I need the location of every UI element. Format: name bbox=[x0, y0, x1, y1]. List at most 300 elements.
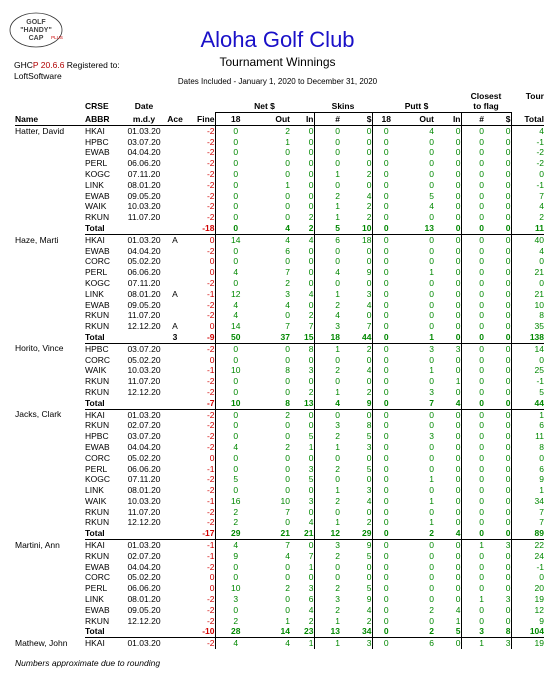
date-range: Dates Included - January 1, 2020 to December 31, 2020 bbox=[177, 77, 378, 86]
course-abbr: EWAB bbox=[85, 604, 110, 615]
table-row bbox=[15, 310, 544, 321]
value-cell: 0 bbox=[285, 431, 290, 442]
value-cell: 0 bbox=[285, 376, 290, 387]
total-net18: 10 bbox=[215, 398, 256, 409]
value-cell: 0 bbox=[215, 464, 256, 475]
value-cell: 4 bbox=[511, 246, 544, 257]
value-cell: 2 bbox=[285, 409, 290, 420]
value-cell: 0 bbox=[372, 387, 400, 398]
event-date: 04.04.20 bbox=[127, 147, 161, 158]
table-row bbox=[15, 267, 544, 278]
ace-mark bbox=[165, 551, 185, 562]
value-cell: 0 bbox=[308, 190, 314, 201]
value-cell: 0 bbox=[461, 300, 484, 311]
value-cell: 0 bbox=[511, 453, 544, 464]
event-date: 04.04.20 bbox=[127, 441, 161, 452]
header-crse: CRSE bbox=[85, 101, 109, 112]
total-fine: -18 bbox=[185, 223, 215, 234]
value-cell: 2 bbox=[366, 212, 372, 223]
total-pout: 2 bbox=[400, 528, 434, 539]
player-name: Mathew, John bbox=[15, 638, 68, 648]
value-cell: 0 bbox=[285, 517, 290, 528]
value-cell: 5 bbox=[366, 431, 372, 442]
value-cell: 0 bbox=[455, 495, 461, 506]
value-cell: 2 bbox=[366, 168, 372, 179]
value-cell: 0 bbox=[372, 267, 400, 278]
value-cell: 0 bbox=[215, 572, 256, 583]
header-abbr: ABBR bbox=[85, 112, 123, 125]
value-cell: 0 bbox=[461, 158, 484, 169]
header-row-2 bbox=[15, 101, 544, 112]
value-cell: 0 bbox=[429, 561, 434, 572]
empty-cell bbox=[15, 453, 85, 464]
value-cell: 0 bbox=[505, 190, 511, 201]
value-cell: -1 bbox=[511, 137, 544, 148]
value-cell: 0 bbox=[372, 125, 400, 136]
value-cell: 7 bbox=[285, 506, 290, 517]
value-cell: 0 bbox=[461, 464, 484, 475]
value-cell: 4 bbox=[314, 310, 340, 321]
value-cell: 0 bbox=[505, 365, 511, 376]
value-cell: 3 bbox=[505, 594, 511, 605]
total-ace bbox=[165, 528, 185, 539]
value-cell: 3 bbox=[285, 288, 290, 299]
value-cell: -2 bbox=[206, 376, 215, 387]
value-cell: 4 bbox=[366, 365, 372, 376]
header-fine: Fine bbox=[185, 112, 215, 125]
empty-cell bbox=[15, 212, 85, 223]
value-cell: 0 bbox=[505, 136, 511, 147]
total-skn: 18 bbox=[314, 332, 340, 343]
value-cell: -2 bbox=[206, 506, 215, 517]
value-cell: 3 bbox=[308, 365, 314, 376]
value-cell: 4 bbox=[215, 300, 256, 311]
value-cell: 3 bbox=[455, 343, 461, 354]
course-abbr: KOGC bbox=[85, 474, 111, 485]
value-cell: 0 bbox=[372, 289, 400, 300]
ace-mark bbox=[165, 147, 185, 158]
value-cell: 1 bbox=[455, 376, 461, 387]
value-cell: 0 bbox=[372, 507, 400, 518]
value-cell: 0 bbox=[372, 321, 400, 332]
header-name: Name bbox=[15, 112, 85, 125]
event-date: 08.01.20 bbox=[127, 179, 161, 190]
value-cell: 0 bbox=[285, 147, 290, 158]
table-row bbox=[15, 158, 544, 169]
value-cell: 0 bbox=[505, 572, 511, 583]
empty-cell bbox=[15, 355, 85, 366]
value-cell: 1 bbox=[314, 638, 340, 649]
value-cell: 0 bbox=[461, 453, 484, 464]
event-date: 04.04.20 bbox=[127, 245, 161, 256]
header-row-3 bbox=[15, 112, 544, 125]
total-label: Total bbox=[85, 626, 123, 637]
total-sk: 10 bbox=[340, 223, 372, 234]
empty-cell bbox=[15, 310, 85, 321]
value-cell: 0 bbox=[215, 212, 256, 223]
header-closest: Closest bbox=[470, 91, 502, 101]
value-cell: 0 bbox=[372, 551, 400, 562]
value-cell: 9 bbox=[511, 474, 544, 485]
course-abbr: RKUN bbox=[85, 420, 110, 431]
header-flag-dollar: $ bbox=[484, 112, 511, 125]
value-cell: 0 bbox=[455, 310, 461, 321]
value-cell: 12 bbox=[215, 289, 256, 300]
empty-cell bbox=[15, 431, 85, 442]
value-cell: 0 bbox=[505, 376, 511, 387]
value-cell: -2 bbox=[206, 420, 215, 431]
total-in: 13 bbox=[290, 398, 314, 409]
table-row bbox=[15, 517, 544, 528]
ace-mark bbox=[165, 562, 185, 573]
value-cell: 7 bbox=[285, 321, 290, 332]
value-cell: 1 bbox=[511, 485, 544, 496]
value-cell: 4 bbox=[285, 638, 290, 649]
empty-cell bbox=[15, 496, 85, 507]
value-cell: 2 bbox=[511, 212, 544, 223]
event-date: 02.07.20 bbox=[127, 550, 161, 561]
event-date: 11.07.20 bbox=[127, 212, 161, 223]
value-cell: 7 bbox=[308, 550, 314, 561]
value-cell: 0 bbox=[461, 310, 484, 321]
player-total-row bbox=[15, 398, 544, 409]
course-abbr: EWAB bbox=[85, 561, 110, 572]
value-cell: 3 bbox=[314, 321, 340, 332]
value-cell: 2 bbox=[429, 604, 434, 615]
value-cell: 4 bbox=[215, 638, 256, 649]
value-cell: 40 bbox=[511, 234, 544, 245]
total-cd: 0 bbox=[484, 398, 511, 409]
value-cell: 0 bbox=[505, 561, 511, 572]
event-date: 12.12.20 bbox=[127, 517, 161, 528]
table-body bbox=[15, 125, 544, 649]
logo-text-cap: CAP bbox=[28, 35, 44, 42]
value-cell: 0 bbox=[429, 441, 434, 452]
value-cell: 5 bbox=[366, 583, 372, 594]
course-abbr: EWAB bbox=[85, 190, 110, 201]
value-cell: 5 bbox=[308, 431, 314, 442]
event-date: 07.11.20 bbox=[127, 474, 161, 485]
value-cell: 2 bbox=[285, 441, 290, 452]
value-cell: -2 bbox=[206, 485, 215, 496]
value-cell: 0 bbox=[429, 234, 434, 245]
empty-cell bbox=[15, 517, 85, 528]
value-cell: -2 bbox=[206, 561, 215, 572]
empty-cell bbox=[123, 626, 165, 637]
value-cell: 0 bbox=[429, 354, 434, 365]
value-cell: 0 bbox=[461, 431, 484, 442]
value-cell: 0 bbox=[285, 386, 290, 397]
value-cell: 0 bbox=[429, 245, 434, 256]
value-cell: 0 bbox=[429, 310, 434, 321]
value-cell: 0 bbox=[455, 638, 461, 649]
value-cell: 9 bbox=[366, 267, 372, 278]
ace-mark bbox=[165, 594, 185, 605]
empty-cell bbox=[15, 246, 85, 257]
value-cell: -2 bbox=[206, 136, 215, 147]
event-date: 05.02.20 bbox=[127, 354, 161, 365]
course-abbr: HPBC bbox=[85, 431, 109, 442]
value-cell: 0 bbox=[505, 583, 511, 594]
value-cell: 0 bbox=[372, 278, 400, 289]
value-cell: 0 bbox=[285, 474, 290, 485]
value-cell: 0 bbox=[461, 234, 484, 245]
value-cell: 4 bbox=[366, 495, 372, 506]
empty-cell bbox=[15, 147, 85, 158]
value-cell: 0 bbox=[455, 594, 461, 605]
total-out: 4 bbox=[256, 223, 290, 234]
total-tour: 44 bbox=[511, 398, 544, 409]
value-cell: 0 bbox=[215, 246, 256, 257]
total-fine: -7 bbox=[185, 398, 215, 409]
header-putt: Putt $ bbox=[372, 101, 461, 112]
value-cell: 0 bbox=[505, 517, 511, 528]
value-cell: 0 bbox=[215, 180, 256, 191]
event-date: 12.12.20 bbox=[127, 615, 161, 626]
value-cell: 0 bbox=[461, 169, 484, 180]
empty-cell bbox=[15, 201, 85, 212]
value-cell: 2 bbox=[314, 300, 340, 311]
empty-cell bbox=[15, 464, 85, 475]
value-cell: 0 bbox=[455, 277, 461, 288]
value-cell: 0 bbox=[209, 572, 215, 583]
value-cell: 0 bbox=[429, 485, 434, 496]
value-cell: 0 bbox=[461, 387, 484, 398]
total-tour: 11 bbox=[511, 223, 544, 234]
value-cell: 0 bbox=[372, 638, 400, 649]
value-cell: 0 bbox=[429, 420, 434, 431]
value-cell: 0 bbox=[461, 376, 484, 387]
value-cell: 1 bbox=[314, 343, 340, 354]
value-cell: 0 bbox=[314, 376, 340, 387]
value-cell: 0 bbox=[366, 277, 372, 288]
value-cell: 0 bbox=[505, 267, 511, 278]
value-cell: 0 bbox=[285, 256, 290, 267]
value-cell: 21 bbox=[511, 267, 544, 278]
value-cell: 0 bbox=[455, 517, 461, 528]
value-cell: 0 bbox=[372, 300, 400, 311]
value-cell: 0 bbox=[455, 125, 461, 136]
value-cell: -2 bbox=[206, 638, 215, 649]
value-cell: 0 bbox=[215, 485, 256, 496]
course-abbr: EWAB bbox=[85, 245, 110, 256]
value-cell: 0 bbox=[372, 605, 400, 616]
header-to-flag: to flag bbox=[461, 101, 511, 112]
value-cell: -1 bbox=[206, 463, 215, 474]
event-date: 08.01.20 bbox=[127, 485, 161, 496]
ace-mark bbox=[165, 365, 185, 376]
value-cell: 0 bbox=[455, 179, 461, 190]
value-cell: 0 bbox=[215, 376, 256, 387]
table-row bbox=[15, 583, 544, 594]
value-cell: 0 bbox=[505, 463, 511, 474]
value-cell: 0 bbox=[366, 125, 372, 136]
total-net18: 50 bbox=[215, 332, 256, 343]
course-abbr: RKUN bbox=[85, 550, 110, 561]
value-cell: 0 bbox=[505, 550, 511, 561]
value-cell: 0 bbox=[511, 256, 544, 267]
total-ace bbox=[165, 626, 185, 637]
value-cell: 4 bbox=[215, 310, 256, 321]
value-cell: -2 bbox=[511, 147, 544, 158]
value-cell: 5 bbox=[308, 474, 314, 485]
course-abbr: PERL bbox=[85, 463, 108, 474]
total-cd: 8 bbox=[484, 626, 511, 637]
value-cell: -2 bbox=[206, 179, 215, 190]
value-cell: 0 bbox=[505, 495, 511, 506]
value-cell: 22 bbox=[511, 540, 544, 551]
value-cell: 0 bbox=[505, 212, 511, 223]
event-date: 08.01.20 bbox=[127, 288, 161, 299]
value-cell: 0 bbox=[455, 267, 461, 278]
value-cell: 0 bbox=[314, 137, 340, 148]
table-row bbox=[15, 246, 544, 257]
value-cell: -2 bbox=[511, 158, 544, 169]
value-cell: 0 bbox=[429, 583, 434, 594]
empty-cell bbox=[15, 562, 85, 573]
value-cell: 0 bbox=[455, 431, 461, 442]
value-cell: 0 bbox=[461, 147, 484, 158]
value-cell: 4 bbox=[455, 604, 461, 615]
value-cell: 0 bbox=[505, 452, 511, 463]
value-cell: 1 bbox=[429, 267, 434, 278]
value-cell: 1 bbox=[314, 201, 340, 212]
empty-cell bbox=[15, 289, 85, 300]
value-cell: 0 bbox=[285, 201, 290, 212]
value-cell: 0 bbox=[366, 256, 372, 267]
value-cell: 0 bbox=[455, 365, 461, 376]
event-date: 01.03.20 bbox=[127, 638, 161, 649]
value-cell: 0 bbox=[285, 168, 290, 179]
value-cell: 0 bbox=[209, 267, 215, 278]
value-cell: 0 bbox=[455, 158, 461, 169]
header-putt-out: Out bbox=[400, 112, 434, 125]
course-abbr: HPBC bbox=[85, 136, 109, 147]
value-cell: 1 bbox=[461, 638, 484, 649]
total-out: 21 bbox=[256, 528, 290, 539]
value-cell: 0 bbox=[429, 179, 434, 190]
value-cell: 0 bbox=[372, 147, 400, 158]
value-cell: 0 bbox=[372, 540, 400, 551]
table-row bbox=[15, 365, 544, 376]
value-cell: 0 bbox=[461, 551, 484, 562]
ace-mark bbox=[165, 125, 185, 136]
value-cell: 0 bbox=[372, 212, 400, 223]
value-cell: -2 bbox=[206, 409, 215, 420]
value-cell: -2 bbox=[206, 431, 215, 442]
value-cell: 10 bbox=[511, 300, 544, 311]
value-cell: 0 bbox=[209, 256, 215, 267]
header-date: Date bbox=[134, 101, 154, 112]
ace-mark bbox=[165, 420, 185, 431]
value-cell: 3 bbox=[215, 594, 256, 605]
value-cell: 0 bbox=[366, 376, 372, 387]
value-cell: 24 bbox=[511, 551, 544, 562]
value-cell: 0 bbox=[461, 201, 484, 212]
table-row bbox=[15, 485, 544, 496]
value-cell: 8 bbox=[308, 343, 314, 354]
total-pin: 0 bbox=[434, 223, 461, 234]
value-cell: 0 bbox=[215, 605, 256, 616]
total-ace bbox=[165, 223, 185, 234]
course-abbr: RKUN bbox=[85, 212, 110, 223]
value-cell: 2 bbox=[314, 431, 340, 442]
value-cell: 3 bbox=[314, 594, 340, 605]
value-cell: 0 bbox=[429, 168, 434, 179]
value-cell: 0 bbox=[455, 299, 461, 310]
value-cell: 0 bbox=[455, 441, 461, 452]
total-out: 8 bbox=[256, 398, 290, 409]
value-cell: 0 bbox=[215, 562, 256, 573]
winnings-table bbox=[15, 91, 544, 649]
total-pout: 1 bbox=[400, 332, 434, 343]
value-cell: 0 bbox=[285, 354, 290, 365]
table-row bbox=[15, 300, 544, 311]
value-cell: 0 bbox=[308, 267, 314, 278]
total-cd: 0 bbox=[484, 332, 511, 343]
empty-cell bbox=[15, 332, 85, 343]
value-cell: 5 bbox=[366, 550, 372, 561]
course-abbr: HKAI bbox=[85, 638, 105, 649]
ace-mark bbox=[165, 496, 185, 507]
value-cell: 0 bbox=[372, 355, 400, 366]
value-cell: 3 bbox=[308, 583, 314, 594]
value-cell: 4 bbox=[215, 442, 256, 453]
ace-mark bbox=[165, 191, 185, 202]
ace-mark bbox=[165, 442, 185, 453]
value-cell: 0 bbox=[308, 158, 314, 169]
value-cell: 0 bbox=[461, 180, 484, 191]
value-cell: -2 bbox=[206, 441, 215, 452]
value-cell: 0 bbox=[366, 245, 372, 256]
value-cell: 1 bbox=[511, 409, 544, 420]
total-tour: 138 bbox=[511, 332, 544, 343]
value-cell: 6 bbox=[511, 464, 544, 475]
value-cell: 0 bbox=[461, 474, 484, 485]
value-cell: 0 bbox=[372, 158, 400, 169]
value-cell: 0 bbox=[314, 453, 340, 464]
value-cell: 0 bbox=[455, 354, 461, 365]
header-row-1 bbox=[15, 91, 544, 101]
value-cell: 0 bbox=[308, 245, 314, 256]
value-cell: 0 bbox=[372, 310, 400, 321]
value-cell: 1 bbox=[461, 594, 484, 605]
value-cell: 0 bbox=[505, 234, 511, 245]
value-cell: 0 bbox=[366, 147, 372, 158]
value-cell: 0 bbox=[308, 201, 314, 212]
value-cell: 0 bbox=[505, 409, 511, 420]
value-cell: 0 bbox=[461, 212, 484, 223]
value-cell: 0 bbox=[308, 506, 314, 517]
value-cell: 2 bbox=[215, 517, 256, 528]
table-row bbox=[15, 180, 544, 191]
value-cell: 3 bbox=[505, 540, 511, 551]
course-abbr: HPBC bbox=[85, 343, 109, 354]
value-cell: 0 bbox=[314, 180, 340, 191]
value-cell: 0 bbox=[314, 246, 340, 257]
event-date: 07.11.20 bbox=[127, 168, 161, 179]
value-cell: 2 bbox=[314, 191, 340, 202]
total-cd: 0 bbox=[484, 223, 511, 234]
value-cell: 0 bbox=[308, 376, 314, 387]
value-cell: 0 bbox=[314, 474, 340, 485]
value-cell: 0 bbox=[366, 506, 372, 517]
value-cell: 0 bbox=[209, 583, 215, 594]
total-skn: 5 bbox=[314, 223, 340, 234]
total-skn: 4 bbox=[314, 398, 340, 409]
value-cell: -1 bbox=[511, 376, 544, 387]
ace-mark bbox=[165, 180, 185, 191]
